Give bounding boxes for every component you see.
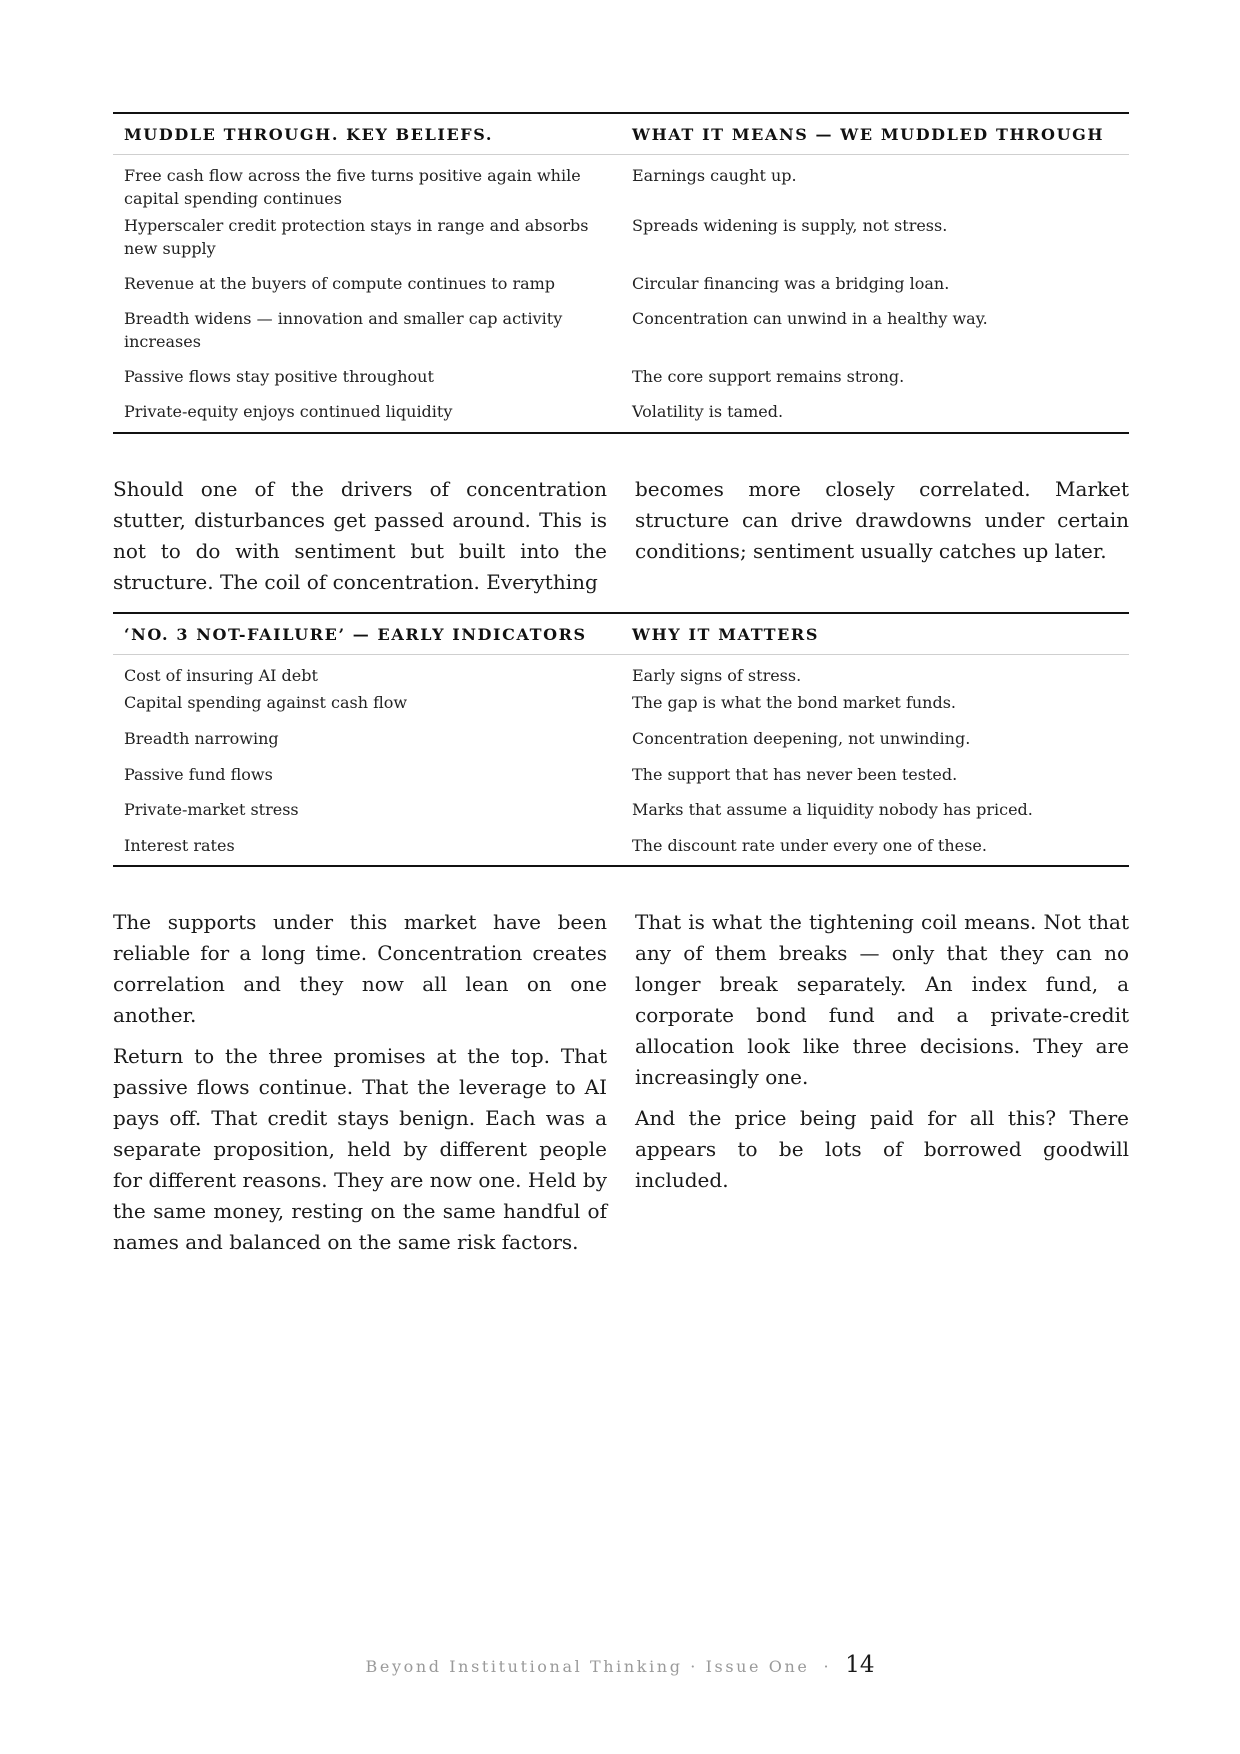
left-column xyxy=(113,907,607,1258)
paragraph: That is what the tightening coil means. Not that any of them breaks — only that they can no longer break separately. An index fund, a corporate bond fund and a private-credit allocation look like three decisions. They are increasingly one. xyxy=(635,910,1129,1089)
table-cell: Breadth narrowing xyxy=(124,729,279,748)
right-column xyxy=(635,907,1129,1258)
paragraph: The supports under this market have been reliable for a long time. Concentration creates correlation and they now all lean on one another. xyxy=(113,910,607,1027)
table-cell: Spreads widening is supply, not stress. xyxy=(632,216,948,235)
paragraph: Should one of the drivers of concentration stutter, disturbances get passed around. This is not to do with sentiment but built into the structure. The coil of concentration. Everything xyxy=(113,477,607,594)
table-cell: Private-equity enjoys continued liquidity xyxy=(124,402,453,421)
table-header-row xyxy=(113,113,1129,155)
table-row xyxy=(113,727,1129,763)
key-beliefs-table xyxy=(113,112,1129,434)
paragraph: becomes more closely correlated. Market structure can drive drawdowns under certain conditions; sentiment usually catches up later. xyxy=(635,477,1129,563)
table-cell: Interest rates xyxy=(124,836,235,855)
table-header-row xyxy=(113,613,1129,655)
column-header: MUDDLE THROUGH. KEY BELIEFS. xyxy=(113,113,621,155)
table-cell: Capital spending against cash flow xyxy=(124,693,408,712)
table-cell: Volatility is tamed. xyxy=(632,402,784,421)
table-cell: Hyperscaler credit protection stays in range and absorbs new supply xyxy=(124,216,589,258)
table-cell: Revenue at the buyers of compute continues to ramp xyxy=(124,274,556,293)
table-cell: Earnings caught up. xyxy=(632,166,797,185)
table-cell: Passive fund flows xyxy=(124,765,273,784)
column-header: WHAT IT MEANS — WE MUDDLED THROUGH xyxy=(621,113,1129,155)
table-cell: Concentration can unwind in a healthy way. xyxy=(632,309,988,328)
table-cell: The discount rate under every one of these. xyxy=(632,836,987,855)
table-cell: Free cash flow across the five turns positive again while capital spending continues xyxy=(124,166,581,208)
table-cell: Passive flows stay positive throughout xyxy=(124,367,434,386)
table-cell: The support that has never been tested. xyxy=(632,765,958,784)
left-column xyxy=(113,474,607,598)
page-number: 14 xyxy=(845,1652,875,1678)
table-cell: Circular financing was a bridging loan. xyxy=(632,274,950,293)
table-row xyxy=(113,365,1129,400)
table-row xyxy=(113,655,1129,692)
column-header: WHY IT MATTERS xyxy=(621,613,1129,655)
table-row xyxy=(113,214,1129,272)
table-cell: Marks that assume a liquidity nobody has priced. xyxy=(632,800,1033,819)
paragraph: Return to the three promises at the top. That passive flows continue. That the leverage to AI pays off. That credit stays benign. Each was a separate proposition, held by different people for different reasons. They are now one. Held by the same money, resting on the same handful of names and balanced on the same risk factors. xyxy=(113,1044,607,1254)
table-cell: Early signs of stress. xyxy=(632,666,802,685)
body-text-section-1 xyxy=(113,474,1129,598)
paragraph: And the price being paid for all this? There appears to be lots of borrowed goodwill included. xyxy=(635,1106,1129,1192)
table-row xyxy=(113,691,1129,727)
table-cell: Private-market stress xyxy=(124,800,299,819)
table-row xyxy=(113,155,1129,215)
page-footer xyxy=(0,1652,1240,1678)
table-cell: The core support remains strong. xyxy=(632,367,905,386)
table-cell: Cost of insuring AI debt xyxy=(124,666,318,685)
table-row xyxy=(113,272,1129,307)
body-text-section-2 xyxy=(113,907,1129,1258)
table-row xyxy=(113,834,1129,866)
column-header: ‘NO. 3 NOT-FAILURE’ — EARLY INDICATORS xyxy=(113,613,621,655)
table-row xyxy=(113,400,1129,433)
early-indicators-table xyxy=(113,612,1129,867)
table-row xyxy=(113,307,1129,365)
table-cell: The gap is what the bond market funds. xyxy=(632,693,957,712)
table-row xyxy=(113,798,1129,834)
publication-name: Beyond Institutional Thinking · Issue One xyxy=(365,1657,810,1676)
table-row xyxy=(113,763,1129,798)
table-cell: Breadth widens — innovation and smaller cap activity increases xyxy=(124,309,563,351)
right-column xyxy=(635,474,1129,598)
table-cell: Concentration deepening, not unwinding. xyxy=(632,729,971,748)
footer-separator: · xyxy=(823,1657,832,1676)
